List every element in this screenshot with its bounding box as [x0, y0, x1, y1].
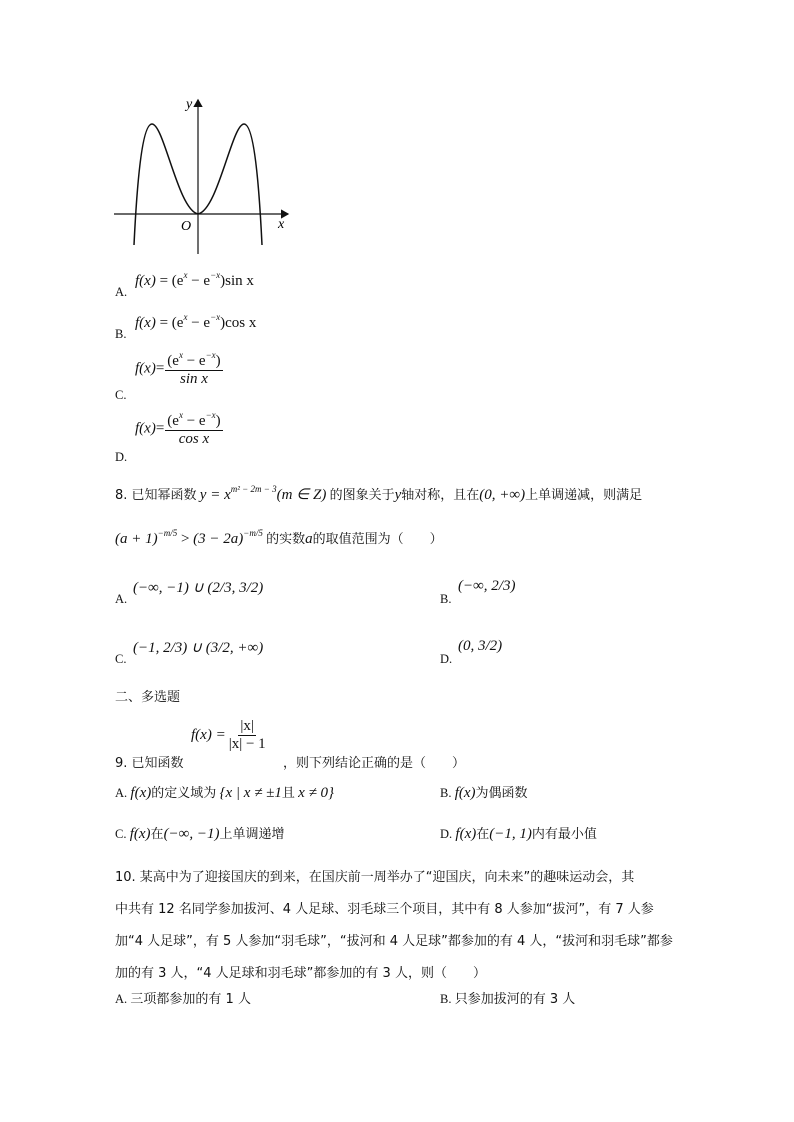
option-letter: D. [440, 827, 453, 841]
formula: $f(x) = (e^x - e^{-x})\sin$ x [135, 270, 254, 289]
q10-option-b[interactable] [440, 988, 575, 1007]
q10-stem [115, 862, 690, 990]
option-letter: A. [115, 285, 128, 299]
q10-line: 10. 某高中为了迎接国庆的到来，在国庆前一周举办了“迎国庆，向未来”的趣味运动会，其 [115, 870, 635, 885]
option-letter: C. [115, 827, 127, 841]
option-letter: B. [440, 992, 452, 1006]
option-letter: A. [115, 592, 128, 606]
option-letter: D. [115, 450, 128, 464]
option-text: (−∞, −1) ∪ (2/3, 3/2) [133, 580, 264, 596]
option-text: (0, 3/2) [458, 638, 503, 654]
formula: f(x)= $\frac{(e^x - e^{-x})}{\text{sin x}}$ [135, 350, 221, 388]
option-letter: C. [115, 388, 127, 402]
option-letter: D. [440, 652, 453, 666]
option-letter: B. [440, 592, 452, 606]
option-letter: B. [115, 327, 127, 341]
q9-option-c[interactable]: C. f(x)在(−∞, −1)上单调递增 [115, 826, 285, 842]
q10-line: 加“4 人足球”，有 5 人参加“羽毛球”，“拔河和 4 人足球”都参加的有 4 人，“拔河和羽毛球”都参 [115, 934, 673, 949]
q8-stem-line1: 8. 已知幂函数 $y = x^{m^2 - 2m - 3}(m$ ∈ Z) 的图象关于y轴对称，且在(0, +∞)上单调递减，则满足 [115, 484, 643, 503]
origin-label: O [181, 219, 192, 234]
section-heading: 二、多选题 [115, 690, 181, 705]
q9-option-a[interactable]: A. f(x)的定义域为 {x | x ≠ ±1且 x ≠ 0} [115, 785, 335, 801]
q10-line: 中共有 12 名同学参加拔河、4 人足球、羽毛球三个项目，其中有 8 人参加“拔河”，有 7 人参 [115, 902, 654, 917]
q9-option-d[interactable]: D. f(x)在(−1, 1)内有最小值 [440, 826, 597, 842]
y-axis-label: y [186, 97, 193, 112]
formula: $f(x) = (e^x - e^{-x})\cos$ x [135, 312, 257, 331]
option-letter: B. [440, 786, 452, 800]
q10-line: 加的有 3 人，“4 人足球和羽毛球”都参加的有 3 人，则（ ） [115, 966, 486, 981]
option-text: 只参加拔河的有 3 人 [454, 992, 576, 1007]
option-letter: C. [115, 652, 127, 666]
q8-stem-line2: $(a + 1)^{-m/5} > (3 - 2a)^{-m/5}$ 的实数a的取值范围为（ ） [115, 528, 443, 547]
option-text: (−∞, 2/3) [458, 578, 516, 594]
option-text: 三项都参加的有 1 人 [130, 992, 251, 1007]
function-graph [108, 92, 298, 262]
option-letter: A. [115, 992, 128, 1006]
q10-option-a[interactable] [115, 988, 251, 1007]
x-axis-label: x [278, 217, 285, 232]
option-text: (−1, 2/3) ∪ (3/2, +∞) [133, 640, 264, 656]
formula: f(x)= $\frac{(e^x - e^{-x})}{\text{cos x}}$ [135, 410, 221, 448]
q9-option-b[interactable]: B. f(x)为偶函数 [440, 785, 528, 801]
option-letter: A. [115, 786, 128, 800]
